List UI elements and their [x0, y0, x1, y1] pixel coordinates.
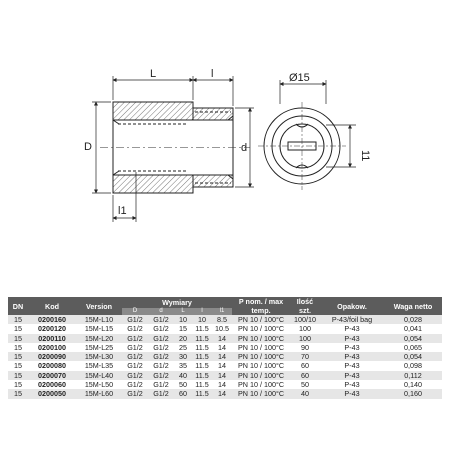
cell-l: 10	[192, 315, 212, 324]
cell-l1: 14	[212, 334, 232, 343]
sub-header-L: L	[174, 308, 192, 315]
cell-qty: 100	[290, 324, 320, 333]
table-row	[8, 315, 442, 324]
cell-l1: 14	[212, 380, 232, 389]
label-l1: l1	[118, 205, 127, 217]
label-width: 11	[359, 150, 371, 162]
cell-dn: 15	[8, 334, 28, 343]
cell-d: G1/2	[122, 380, 148, 389]
cell-dn: 15	[8, 343, 28, 352]
cell-d: G1/2	[148, 343, 174, 352]
dimension-l	[193, 76, 233, 106]
cell-pack: P-43	[320, 371, 384, 380]
table-row	[8, 352, 442, 361]
cell-pnom: PN 10 / 100°C	[232, 334, 290, 343]
table-row	[8, 334, 442, 343]
cell-version: 15M-L25	[76, 343, 122, 352]
cell-kod: 0200110	[28, 334, 76, 343]
cell-l: 11.5	[192, 334, 212, 343]
cell-weight: 0,054	[384, 334, 442, 343]
cell-version: 15M-L60	[76, 389, 122, 398]
cell-pack: P-43	[320, 389, 384, 398]
cell-l1: 8.5	[212, 315, 232, 324]
table-row	[8, 389, 442, 398]
cell-d: G1/2	[148, 371, 174, 380]
cell-l: 11.5	[192, 352, 212, 361]
cell-qty: 40	[290, 389, 320, 398]
cell-kod: 0200050	[28, 389, 76, 398]
cell-pnom: PN 10 / 100°C	[232, 380, 290, 389]
cell-weight: 0,065	[384, 343, 442, 352]
cell-l: 15	[174, 324, 192, 333]
cell-l: 40	[174, 371, 192, 380]
header-waga: Waga netto	[384, 297, 442, 315]
cell-kod: 0200070	[28, 371, 76, 380]
header-wymiary: Wymiary	[122, 297, 232, 308]
cell-qty: 60	[290, 361, 320, 370]
cell-qty: 90	[290, 343, 320, 352]
cell-weight: 0,028	[384, 315, 442, 324]
cell-qty: 60	[290, 371, 320, 380]
cell-l: 11.5	[192, 389, 212, 398]
cell-pnom: PN 10 / 100°C	[232, 389, 290, 398]
cell-d: G1/2	[148, 352, 174, 361]
cell-pnom: PN 10 / 100°C	[232, 361, 290, 370]
cell-pack: P-43	[320, 343, 384, 352]
cell-version: 15M-L30	[76, 352, 122, 361]
cell-l1: 14	[212, 361, 232, 370]
cell-d: G1/2	[148, 361, 174, 370]
cell-l: 11.5	[192, 324, 212, 333]
cell-d: G1/2	[122, 324, 148, 333]
cell-version: 15M-L20	[76, 334, 122, 343]
cell-l: 11.5	[192, 361, 212, 370]
header-pnom: P nom. / max temp.	[232, 297, 290, 315]
cell-l1: 10.5	[212, 324, 232, 333]
cell-d: G1/2	[148, 389, 174, 398]
cell-l: 20	[174, 334, 192, 343]
cell-pnom: PN 10 / 100°C	[232, 324, 290, 333]
sub-header-d: d	[148, 308, 174, 315]
cell-kod: 0200120	[28, 324, 76, 333]
cell-d: G1/2	[122, 334, 148, 343]
cell-l: 11.5	[192, 371, 212, 380]
sub-header-l: l	[192, 308, 212, 315]
cell-pnom: PN 10 / 100°C	[232, 352, 290, 361]
cell-dn: 15	[8, 315, 28, 324]
label-d: d	[241, 142, 248, 154]
table-row	[8, 343, 442, 352]
cell-pnom: PN 10 / 100°C	[232, 315, 290, 324]
cell-l: 35	[174, 361, 192, 370]
cell-dn: 15	[8, 361, 28, 370]
cell-dn: 15	[8, 389, 28, 398]
header-version: Version	[76, 297, 122, 315]
header-ilosc: Ilość szt.	[290, 297, 320, 315]
header-dn: DN	[8, 297, 28, 315]
cell-l: 30	[174, 352, 192, 361]
cell-kod: 0200060	[28, 380, 76, 389]
cell-qty: 50	[290, 380, 320, 389]
cell-l1: 14	[212, 343, 232, 352]
table-body	[8, 315, 442, 399]
cell-l1: 14	[212, 371, 232, 380]
cell-qty: 100	[290, 334, 320, 343]
cell-d: G1/2	[122, 343, 148, 352]
cell-d: G1/2	[148, 315, 174, 324]
cell-weight: 0,160	[384, 389, 442, 398]
cell-version: 15M-L35	[76, 361, 122, 370]
cell-l: 10	[174, 315, 192, 324]
cell-kod: 0200090	[28, 352, 76, 361]
cell-version: 15M-L40	[76, 371, 122, 380]
cell-d: G1/2	[122, 315, 148, 324]
cell-version: 15M-L15	[76, 324, 122, 333]
cell-weight: 0,140	[384, 380, 442, 389]
table-row	[8, 324, 442, 333]
cell-dn: 15	[8, 371, 28, 380]
cell-pnom: PN 10 / 100°C	[232, 343, 290, 352]
cell-version: 15M-L10	[76, 315, 122, 324]
cell-l: 60	[174, 389, 192, 398]
cell-version: 15M-L50	[76, 380, 122, 389]
sub-header-D: D	[122, 308, 148, 315]
cell-weight: 0,054	[384, 352, 442, 361]
table-row	[8, 380, 442, 389]
cell-d: G1/2	[122, 389, 148, 398]
header-kod: Kod	[28, 297, 76, 315]
cell-dn: 15	[8, 380, 28, 389]
cell-kod: 0200080	[28, 361, 76, 370]
label-diameter: Ø15	[289, 72, 310, 84]
cell-l: 11.5	[192, 380, 212, 389]
cell-kod: 0200100	[28, 343, 76, 352]
cell-l: 11.5	[192, 343, 212, 352]
label-L: L	[150, 68, 157, 80]
cell-d: G1/2	[122, 361, 148, 370]
cell-qty: 100/10	[290, 315, 320, 324]
label-D: D	[84, 141, 92, 153]
cell-pack: P-43/foil bag	[320, 315, 384, 324]
cell-l1: 14	[212, 352, 232, 361]
cell-d: G1/2	[148, 324, 174, 333]
sub-header-l1: l1	[212, 308, 232, 315]
cell-pack: P-43	[320, 361, 384, 370]
cell-weight: 0,041	[384, 324, 442, 333]
cell-dn: 15	[8, 324, 28, 333]
cell-dn: 15	[8, 352, 28, 361]
cell-l1: 14	[212, 389, 232, 398]
cell-d: G1/2	[122, 371, 148, 380]
cell-d: G1/2	[148, 380, 174, 389]
cell-weight: 0,112	[384, 371, 442, 380]
table-row	[8, 371, 442, 380]
specification-table	[8, 297, 442, 399]
cell-kod: 0200160	[28, 315, 76, 324]
table-row	[8, 361, 442, 370]
cell-pack: P-43	[320, 380, 384, 389]
cell-pack: P-43	[320, 352, 384, 361]
cell-pnom: PN 10 / 100°C	[232, 371, 290, 380]
cell-weight: 0,098	[384, 361, 442, 370]
label-l: l	[211, 68, 214, 80]
header-opakow: Opakow.	[320, 297, 384, 315]
cell-l: 50	[174, 380, 192, 389]
cell-pack: P-43	[320, 324, 384, 333]
cell-d: G1/2	[122, 352, 148, 361]
cell-pack: P-43	[320, 334, 384, 343]
cell-l: 25	[174, 343, 192, 352]
cell-qty: 70	[290, 352, 320, 361]
cell-d: G1/2	[148, 334, 174, 343]
